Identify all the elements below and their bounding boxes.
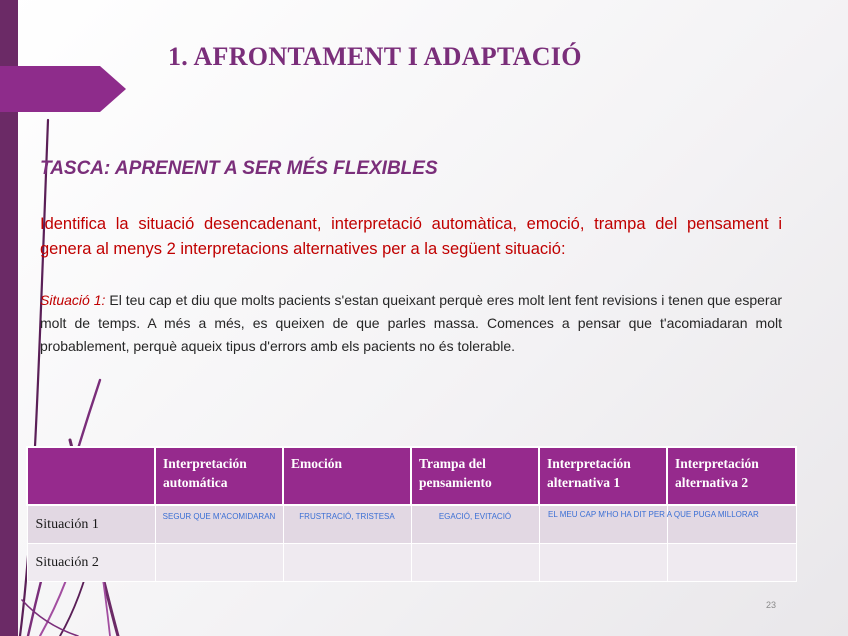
table-row [27,544,796,582]
answer-alternativa-1: EL MEU CAP M'HO HA DIT PER A QUE PUGA MILLORAR [548,510,759,519]
answer-interpretacion[interactable] [155,544,283,582]
situation-label: Situació 1: [40,292,106,308]
page-number: 23 [766,600,777,610]
table-header-row [27,447,796,505]
header-alternativa-1: Interpretación alternativa 1 [539,447,667,505]
slide-title: 1. AFRONTAMENT I ADAPTACIÓ [168,42,582,71]
answer-alternativa-1[interactable] [539,544,667,582]
situation-body: El teu cap et diu que molts pacients s'estan queixant perquè eres molt lent fent revisions i tenen que esperar molt de temps. A més a més, es queixen de que parles massa. Comences a pensar que t'acomiadaran molt probablement, perquè aqueix tipus d'errors amb els pacients no és tolerable. [40,292,783,354]
row-label: Situación 1 [27,505,155,544]
title-arrow-tab [0,66,126,112]
answer-trampa[interactable]: EGACIÓ, EVITACIÓ [411,505,539,544]
header-emocion: Emoción [283,447,411,505]
answer-interpretacion[interactable]: SEGUR QUE M'ACOMIDARAN [155,505,283,544]
row-label: Situación 2 [27,544,155,582]
answer-trampa[interactable] [411,544,539,582]
header-empty [27,447,155,505]
task-heading: TASCA: APRENENT A SER MÉS FLEXIBLES [40,158,438,179]
header-alternativa-2: Interpretación alternativa 2 [667,447,796,505]
header-interpretacion: Interpretación automática [155,447,283,505]
header-trampa: Trampa del pensamiento [411,447,539,505]
situation-paragraph [40,289,782,358]
answer-emocion[interactable] [283,544,411,582]
answer-emocion[interactable]: FRUSTRACIÓ, TRISTESA [283,505,411,544]
instruction-text: Identifica la situació desencadenant, interpretació automàtica, emoció, trampa del pensament i genera al menys 2 interpretacions alternatives per a la següent situació: [40,215,782,258]
answer-alternativa-2[interactable] [667,544,796,582]
